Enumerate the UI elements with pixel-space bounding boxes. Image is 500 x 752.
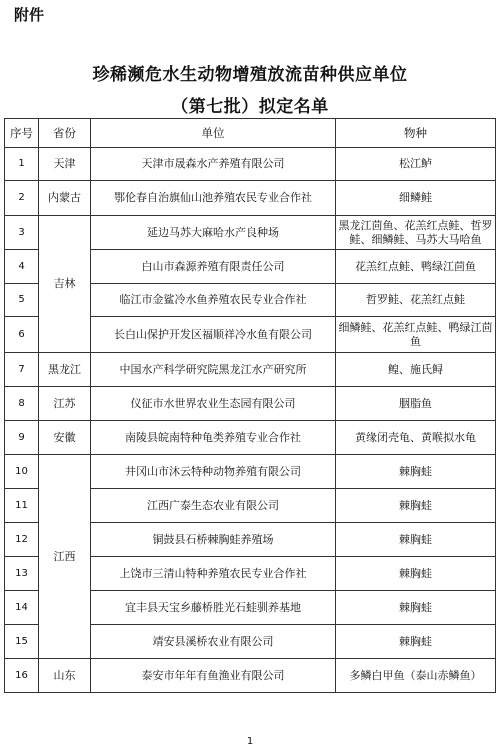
cell-unit: 靖安县溪桥农业有限公司 (91, 625, 336, 659)
document-subtitle: （第七批）拟定名单 (171, 97, 329, 117)
cell-unit: 江西广泰生态农业有限公司 (91, 489, 336, 523)
cell-unit: 鄂伦春自治旗仙山池养殖农民专业合作社 (91, 181, 336, 216)
table-row (5, 455, 496, 489)
cell-species: 棘胸蛙 (336, 455, 496, 489)
cell-no: 12 (5, 523, 39, 557)
cell-unit: 天津市晟森水产养殖有限公司 (91, 148, 336, 181)
cell-unit: 铜鼓县石桥棘胸蛙养殖场 (91, 523, 336, 557)
cell-province: 江苏 (39, 387, 91, 421)
page-number: 1 (246, 736, 254, 747)
cell-unit: 泰安市年年有鱼渔业有限公司 (91, 659, 336, 693)
cell-no: 11 (5, 489, 39, 523)
header-province: 省份 (39, 119, 91, 148)
cell-no: 3 (5, 216, 39, 250)
cell-province: 江西 (39, 455, 91, 659)
cell-species: 棘胸蛙 (336, 591, 496, 625)
cell-province: 天津 (39, 148, 91, 181)
cell-unit: 宜丰县天宝乡藤桥胜光石蛙驯养基地 (91, 591, 336, 625)
cell-species: 棘胸蛙 (336, 489, 496, 523)
cell-no: 7 (5, 353, 39, 387)
cell-no: 4 (5, 250, 39, 284)
cell-species: 细鳞鲑 (336, 181, 496, 216)
cell-unit: 长白山保护开发区福顺祥冷水鱼有限公司 (91, 317, 336, 353)
cell-species: 多鳞白甲鱼（泰山赤鳞鱼） (336, 659, 496, 693)
cell-no: 2 (5, 181, 39, 216)
cell-no: 8 (5, 387, 39, 421)
cell-species: 松江鲈 (336, 148, 496, 181)
header-no: 序号 (5, 119, 39, 148)
cell-unit: 仪征市水世界农业生态园有限公司 (91, 387, 336, 421)
table-row (5, 387, 496, 421)
cell-species: 哲罗鲑、花羔红点鲑 (336, 284, 496, 317)
attachment-label: 附件 (14, 6, 45, 24)
cell-no: 9 (5, 421, 39, 455)
cell-species: 黄缘闭壳龟、黄喉拟水龟 (336, 421, 496, 455)
cell-no: 14 (5, 591, 39, 625)
table-row (5, 353, 496, 387)
table-header-row (5, 119, 496, 148)
document-title: 珍稀濒危水生动物增殖放流苗种供应单位 (92, 65, 408, 85)
cell-no: 10 (5, 455, 39, 489)
cell-unit: 中国水产科学研究院黑龙江水产研究所 (91, 353, 336, 387)
cell-no: 6 (5, 317, 39, 353)
cell-species: 棘胸蛙 (336, 523, 496, 557)
cell-species: 细鳞鲑、花羔红点鲑、鸭绿江茴鱼 (336, 317, 496, 353)
cell-no: 15 (5, 625, 39, 659)
cell-province: 安徽 (39, 421, 91, 455)
cell-unit: 井冈山市沐云特种动物养殖有限公司 (91, 455, 336, 489)
cell-unit: 上饶市三清山特种养殖农民专业合作社 (91, 557, 336, 591)
table-row (5, 148, 496, 181)
cell-unit: 延边马苏大麻哈水产良种场 (91, 216, 336, 250)
cell-unit: 白山市森源养殖有限责任公司 (91, 250, 336, 284)
cell-species: 棘胸蛙 (336, 625, 496, 659)
supplier-table (4, 118, 496, 693)
cell-unit: 南陵县皖南特种龟类养殖专业合作社 (91, 421, 336, 455)
cell-no: 5 (5, 284, 39, 317)
cell-no: 16 (5, 659, 39, 693)
cell-species: 胭脂鱼 (336, 387, 496, 421)
table-row (5, 216, 496, 250)
cell-species: 鳇、施氏鲟 (336, 353, 496, 387)
header-species: 物种 (336, 119, 496, 148)
cell-species: 花羔红点鲑、鸭绿江茴鱼 (336, 250, 496, 284)
cell-province: 吉林 (39, 216, 91, 353)
cell-province: 内蒙古 (39, 181, 91, 216)
cell-no: 13 (5, 557, 39, 591)
cell-no: 1 (5, 148, 39, 181)
cell-province: 山东 (39, 659, 91, 693)
cell-species: 黑龙江茴鱼、花羔红点鲑、哲罗鲑、细鳞鲑、马苏大马哈鱼 (336, 216, 496, 250)
cell-province: 黑龙江 (39, 353, 91, 387)
cell-unit: 临江市金鲨冷水鱼养殖农民专业合作社 (91, 284, 336, 317)
table-row (5, 659, 496, 693)
cell-species: 棘胸蛙 (336, 557, 496, 591)
header-unit: 单位 (91, 119, 336, 148)
table-row (5, 181, 496, 216)
table-row (5, 421, 496, 455)
